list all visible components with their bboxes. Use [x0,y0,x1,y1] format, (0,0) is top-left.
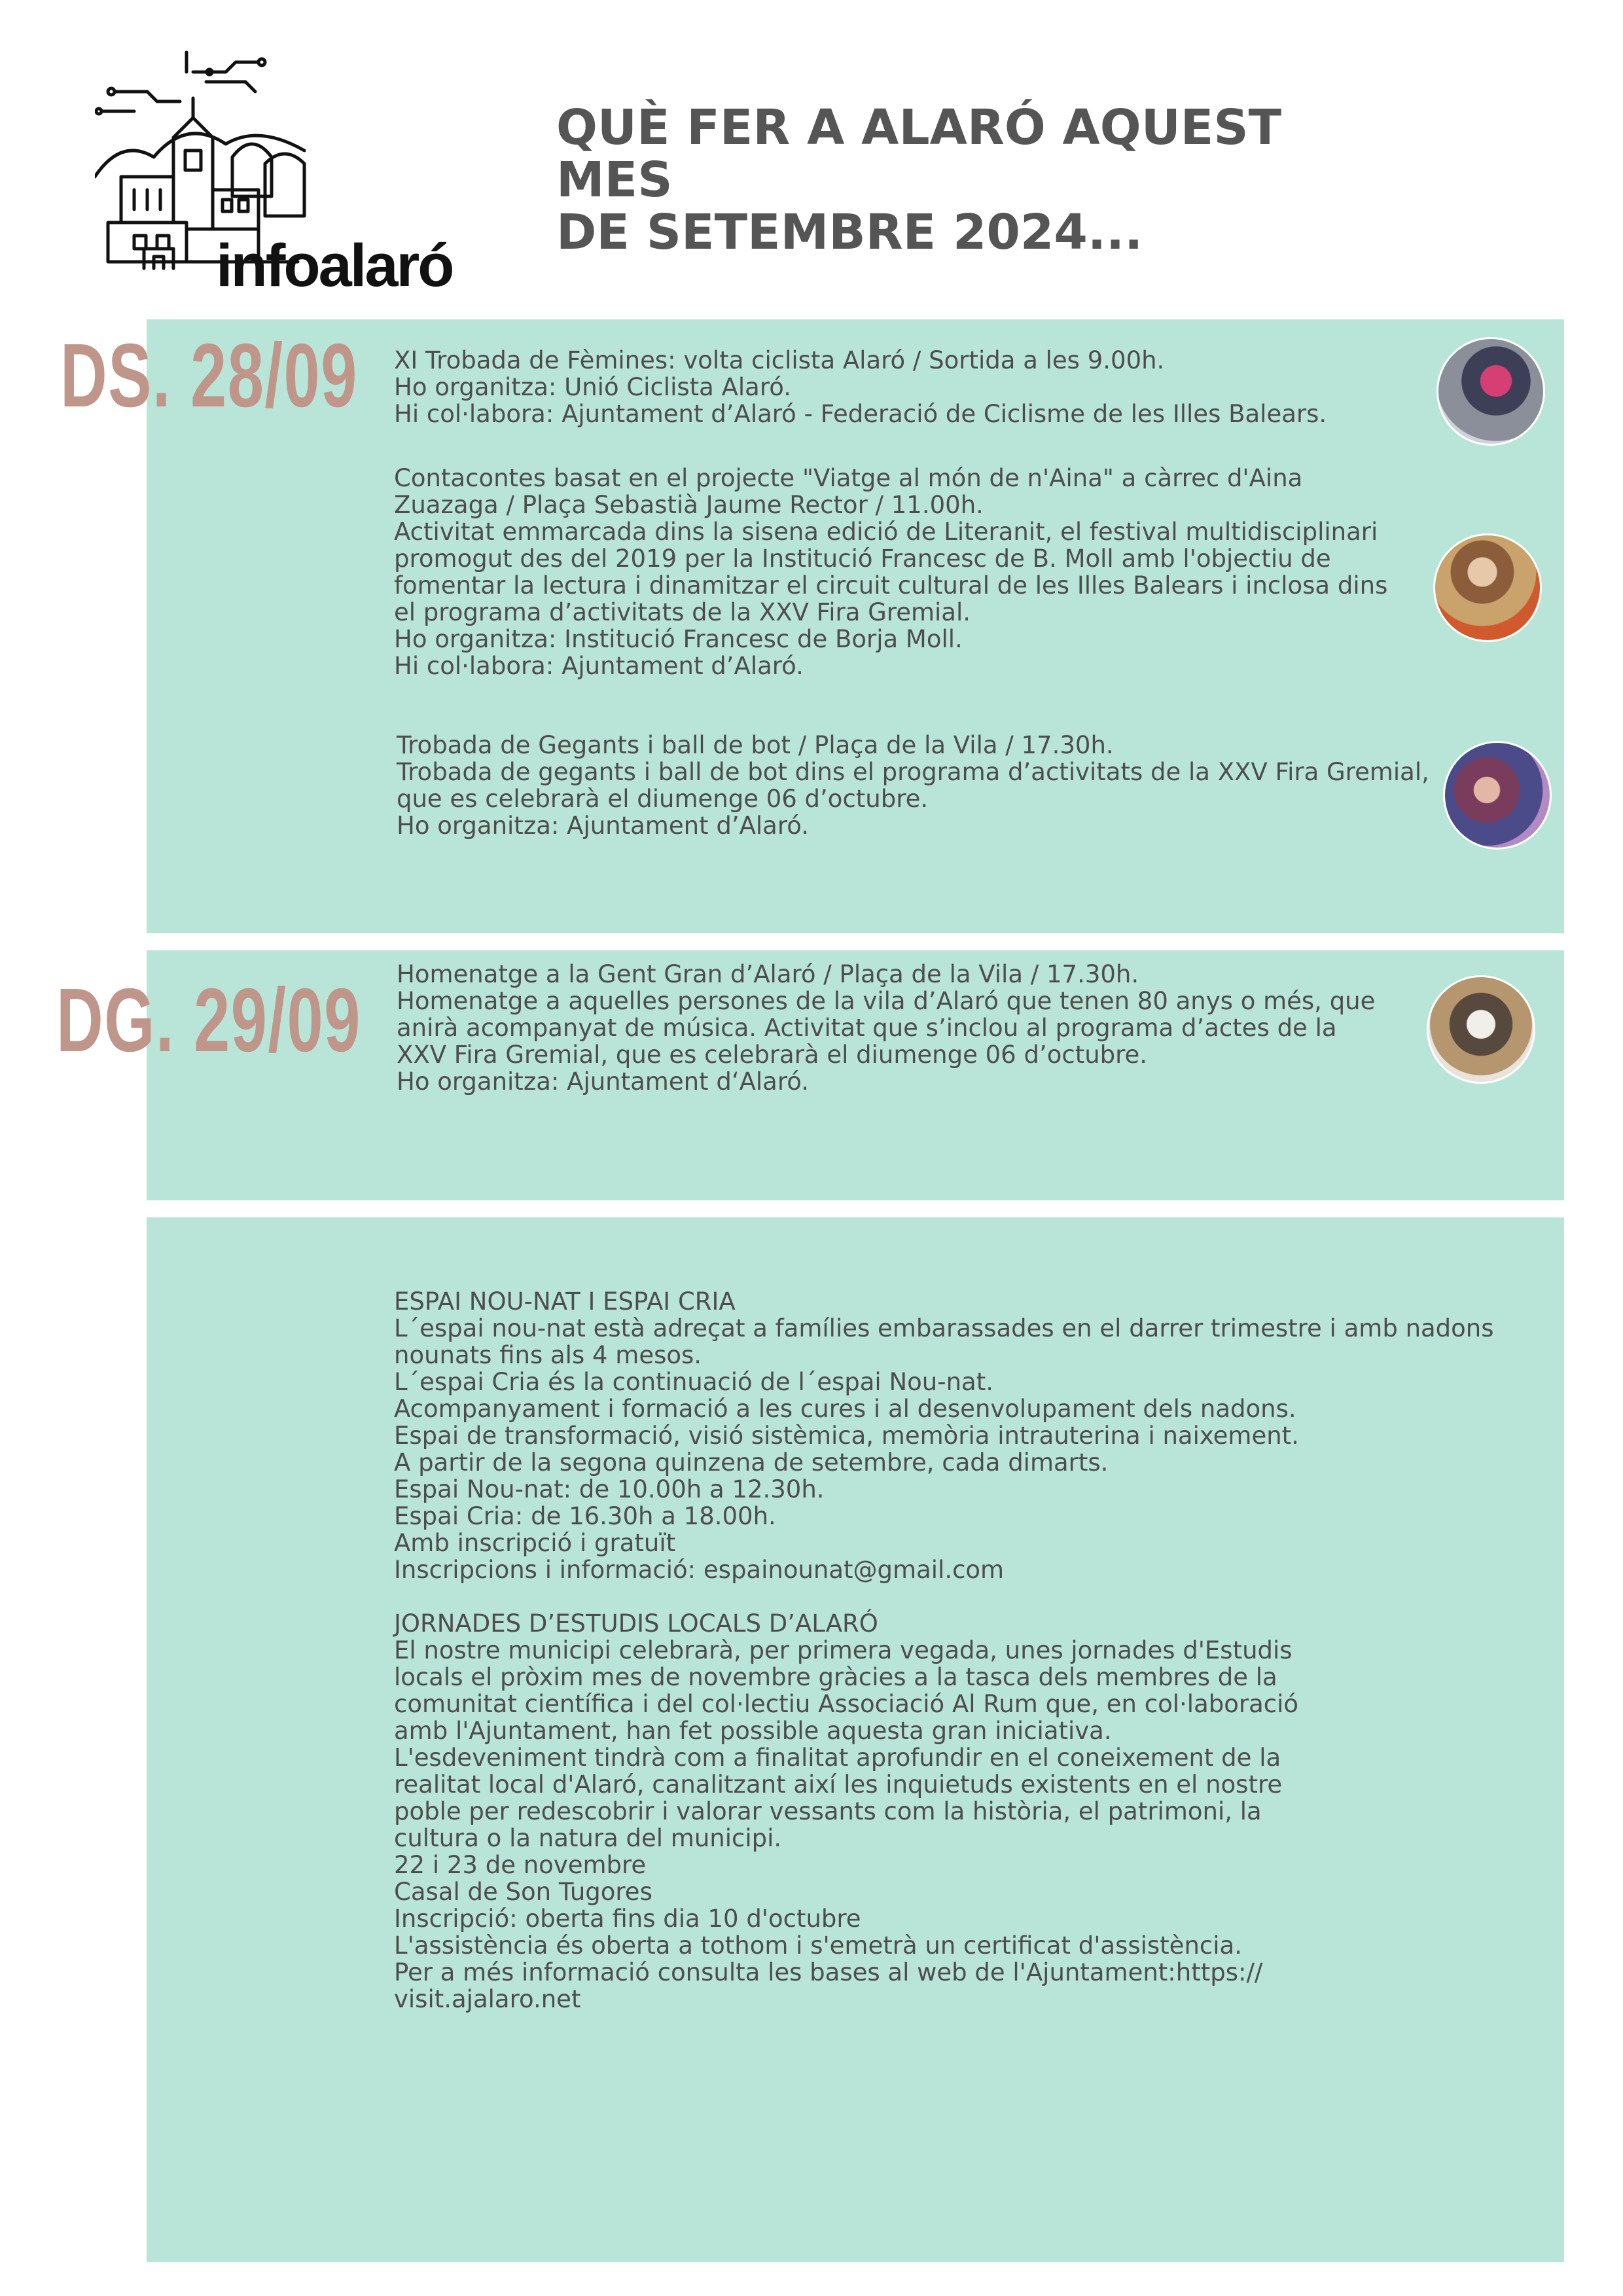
event-line: Contacontes basat en el projecte "Viatge al món de n'Aina" a càrrec d'Aina [394,464,1303,492]
block-line: Inscripcions i informació: espainounat@gmail.com [394,1556,1005,1584]
event-storytelling [394,465,1428,679]
block-line: Amb inscripció i gratuït [394,1529,676,1557]
block-line: Per a més informació consulta les bases al web de l'Ajuntament:https:// [394,1958,1263,1986]
block-line: El nostre municipi celebrarà, per primera vegada, unes jornades d'Estudis [394,1636,1293,1664]
block-line: L'esdeveniment tindrà com a finalitat aprofundir en el coneixement de la [394,1744,1281,1772]
title-line-2: DE SETEMBRE 2024... [556,204,1143,260]
date-heading-sunday: DG. 29/09 [56,970,361,1071]
cycling-photo [1436,337,1545,446]
block-line: visit.ajalaro.net [394,1985,581,2013]
date-heading-saturday: DS. 28/09 [60,325,358,426]
logo-wordmark: infoalaró [216,232,453,299]
block-line: Espai Nou-nat: de 10.00h a 12.30h. [394,1475,825,1503]
block-line: nounats fins als 4 mesos. [394,1341,702,1369]
jornades-estudis-block [394,1610,1428,2013]
block-line: Espai Cria: de 16.30h a 18.00h. [394,1502,776,1530]
event-line: que es celebrarà el diumenge 06 d’octubre. [397,785,929,813]
event-line: Ho organitza: Unió Ciclista Alaró. [394,373,791,401]
block-line: Espai de transformació, visió sistèmica, memòria intrauterina i naixement. [394,1422,1299,1450]
event-line: promogut des del 2019 per la Institució Francesc de B. Moll amb l'objectiu de [394,545,1331,573]
event-line: Activitat emmarcada dins la sisena edició de Literanit, el festival multidisciplinari [394,518,1378,546]
event-line: Ho organitza: Institució Francesc de Borja Moll. [394,625,963,653]
event-line: XXV Fira Gremial, que es celebrarà el diumenge 06 d’octubre. [397,1041,1148,1069]
event-line: fomentar la lectura i dinamitzar el circuit cultural de les Illes Balears i inclosa dins [394,571,1388,600]
event-line: Zuazaga / Plaça Sebastià Jaume Rector / 11.00h. [394,491,984,519]
event-giants [397,732,1522,839]
event-line: XI Trobada de Fèmines: volta ciclista Alaró / Sortida a les 9.00h. [394,346,1165,374]
block-line: cultura o la natura del municipi. [394,1824,782,1852]
block-line: L´espai Cria és la continuació de l´espai Nou-nat. [394,1368,993,1396]
espai-nou-nat-block [394,1288,1546,1583]
block-line: ESPAI NOU-NAT I ESPAI CRIA [394,1287,736,1316]
block-line: realitat local d'Alaró, canalitzant així les inquietuds existents en el nostre [394,1770,1283,1799]
infoalaro-logo [95,46,461,308]
block-line: Acompanyament i formació a les cures i al desenvolupament dels nadons. [394,1395,1296,1423]
block-line: amb l'Ajuntament, han fet possible aquesta gran iniciativa. [394,1717,1112,1745]
block-line: JORNADES D’ESTUDIS LOCALS D’ALARÓ [394,1609,878,1638]
storyteller-photo [1433,533,1542,642]
giants-photo [1443,741,1552,850]
title-line-1: QUÈ FER A ALARÓ AQUEST MES [556,99,1282,208]
block-line: Inscripció: oberta fins dia 10 d'octubre [394,1905,861,1933]
page-title [556,101,1407,259]
dance-photo [1427,975,1535,1084]
event-line: Ho organitza: Ajuntament d‘Alaró. [397,1067,809,1096]
block-line: L´espai nou-nat està adreçat a famílies embarassades en el darrer trimestre i amb nadons [394,1314,1494,1342]
event-tribute-elderly [397,961,1431,1095]
event-line: el programa d’activitats de la XXV Fira Gremial. [394,598,971,626]
event-line: anirà acompanyat de música. Activitat que s’inclou al programa d’actes de la [397,1014,1337,1042]
event-line: Trobada de gegants i ball de bot dins el programa d’activitats de la XXV Fira Gremial, [397,758,1429,786]
event-line: Hi col·labora: Ajuntament d’Alaró. [394,652,804,680]
block-line: Casal de Son Tugores [394,1878,652,1906]
event-line: Homenatge a aquelles persones de la vila d’Alaró que tenen 80 anys o més, que [397,987,1376,1015]
event-line: Homenatge a la Gent Gran d’Alaró / Plaça de la Vila / 17.30h. [397,960,1139,988]
block-line: poble per redescobrir i valorar vessants com la història, el patrimoni, la [394,1797,1262,1825]
block-line: locals el pròxim mes de novembre gràcies a la tasca dels membres de la [394,1663,1277,1691]
block-line: comunitat científica i del col·lectiu Associació Al Rum que, en col·laboració [394,1690,1299,1718]
block-line: 22 i 23 de novembre [394,1851,647,1879]
event-cycling [394,347,1415,427]
event-line: Ho organitza: Ajuntament d’Alaró. [397,812,809,840]
block-line: A partir de la segona quinzena de setembre, cada dimarts. [394,1448,1109,1477]
block-line: L'assistència és oberta a tothom i s'emetrà un certificat d'assistència. [394,1931,1242,1960]
event-line: Trobada de Gegants i ball de bot / Plaça de la Vila / 17.30h. [397,731,1114,759]
event-line: Hi col·labora: Ajuntament d’Alaró - Federació de Ciclisme de les Illes Balears. [394,400,1327,428]
